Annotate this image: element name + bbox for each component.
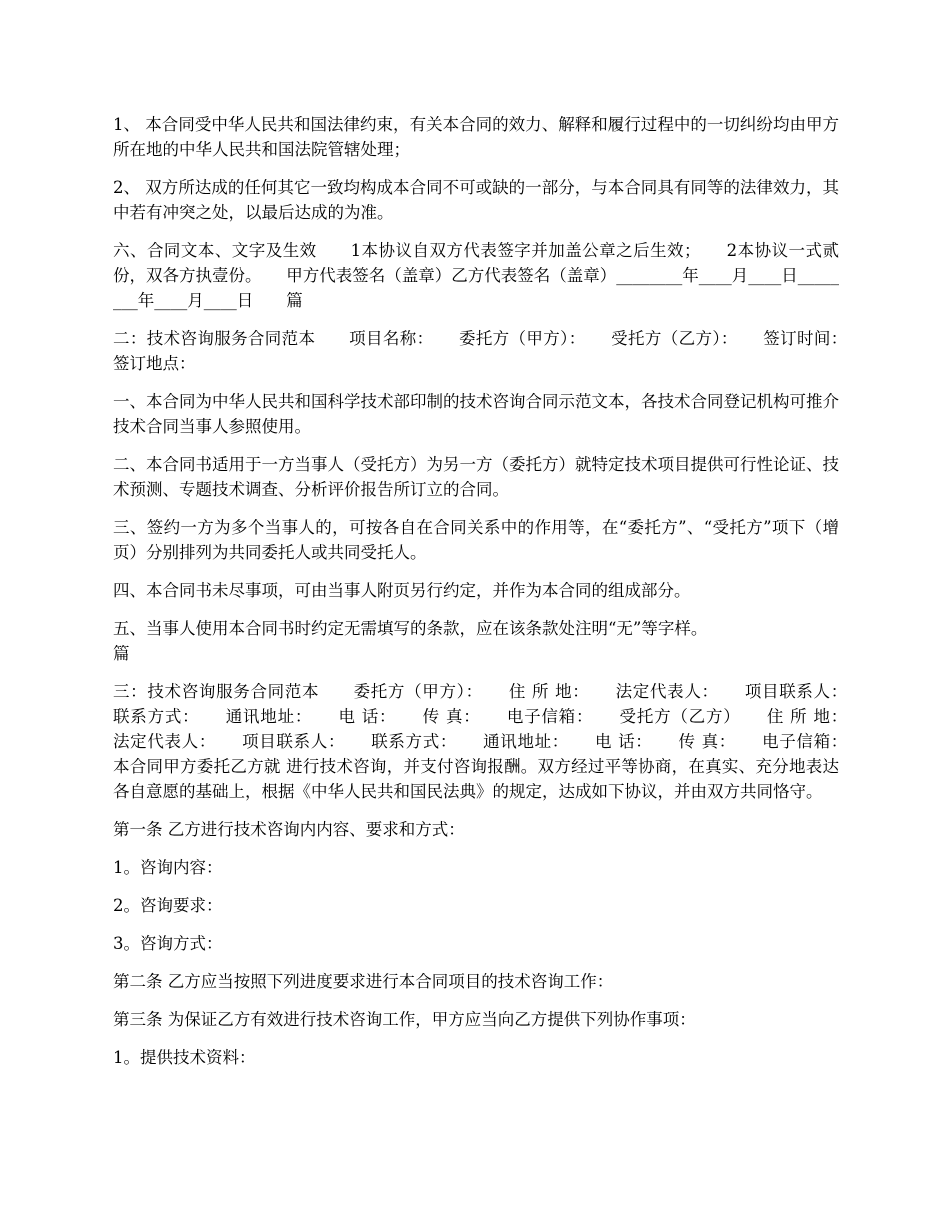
consult-requirements-item: 2。咨询要求： [113, 896, 223, 915]
consult-content-item: 1。咨询内容： [113, 858, 223, 877]
clause-supplementary-agreements: 2、 双方所达成的任何其它一致均构成本合同不可或缺的一部分，与本合同具有同等的法律效力，其中若有冲突之处，以最后达成的为准。 [113, 178, 839, 222]
note-two: 二、本合同书适用于一方当事人（受托方）为另一方（委托方）就特定技术项目提供可行性论证、技术预测、专题技术调查、分析评价报告所订立的合同。 [113, 455, 839, 499]
article-two-heading: 第二条 乙方应当按照下列进度要求进行本合同项目的技术咨询工作： [113, 972, 614, 991]
template-three-header: 三：技术咨询服务合同范本 委托方（甲方）： 住 所 地： 法定代表人： 项目联系人： 联系方式： 通讯地址： 电 话： 传 真： 电子信箱： 受托方（乙方） 住 所 地： 法定代表人： 项目联系人： 联系方式： 通讯地址： 电 话： 传 真： 电子信箱： 本合同甲方委托乙方就 进行技术咨询，并支付咨询报酬。双方经过平等协商，在真实、充分地表达各自意愿的基础上，根据《中华人民共和国民法典》的规定，达成如下协议，并由双方共同恪守。 [113, 682, 872, 801]
article-one-heading: 第一条 乙方进行技术咨询内内容、要求和方式： [113, 820, 465, 839]
template-two-header: 二：技术咨询服务合同范本 项目名称： 委托方（甲方）： 受托方（乙方）： 签订时间： 签订地点： [113, 329, 872, 373]
note-five: 五、当事人使用本合同书时约定无需填写的条款，应在该条款处注明“无”等字样。 篇 [113, 619, 708, 663]
note-one: 一、本合同为中华人民共和国科学技术部印制的技术咨询合同示范文本，各技术合同登记机构可推介技术合同当事人参照使用。 [113, 392, 839, 436]
clause-jurisdiction: 1、 本合同受中华人民共和国法律约束，有关本合同的效力、解释和履行过程中的一切纠纷均由甲方所在地的中华人民共和国法院管辖处理； [113, 115, 839, 159]
section-contract-text-effect: 六、合同文本、文字及生效 1本协议自双方代表签字并加盖公章之后生效； 2本协议一式贰份，双各方执壹份。 甲方代表签名（盖章）乙方代表签名（盖章）________年____月____日________年____月____日 篇 [113, 241, 839, 310]
article-three-heading: 第三条 为保证乙方有效进行技术咨询工作，甲方应当向乙方提供下列协作事项： [113, 1010, 696, 1029]
provide-technical-materials-item: 1。提供技术资料： [113, 1048, 256, 1067]
consult-method-item: 3。咨询方式： [113, 934, 223, 953]
note-three: 三、签约一方为多个当事人的，可按各自在合同关系中的作用等，在“委托方”、“受托方”项下（增页）分别排列为共同委托人或共同受托人。 [113, 518, 839, 562]
note-four: 四、本合同书未尽事项，可由当事人附页另行约定，并作为本合同的组成部分。 [113, 581, 691, 600]
